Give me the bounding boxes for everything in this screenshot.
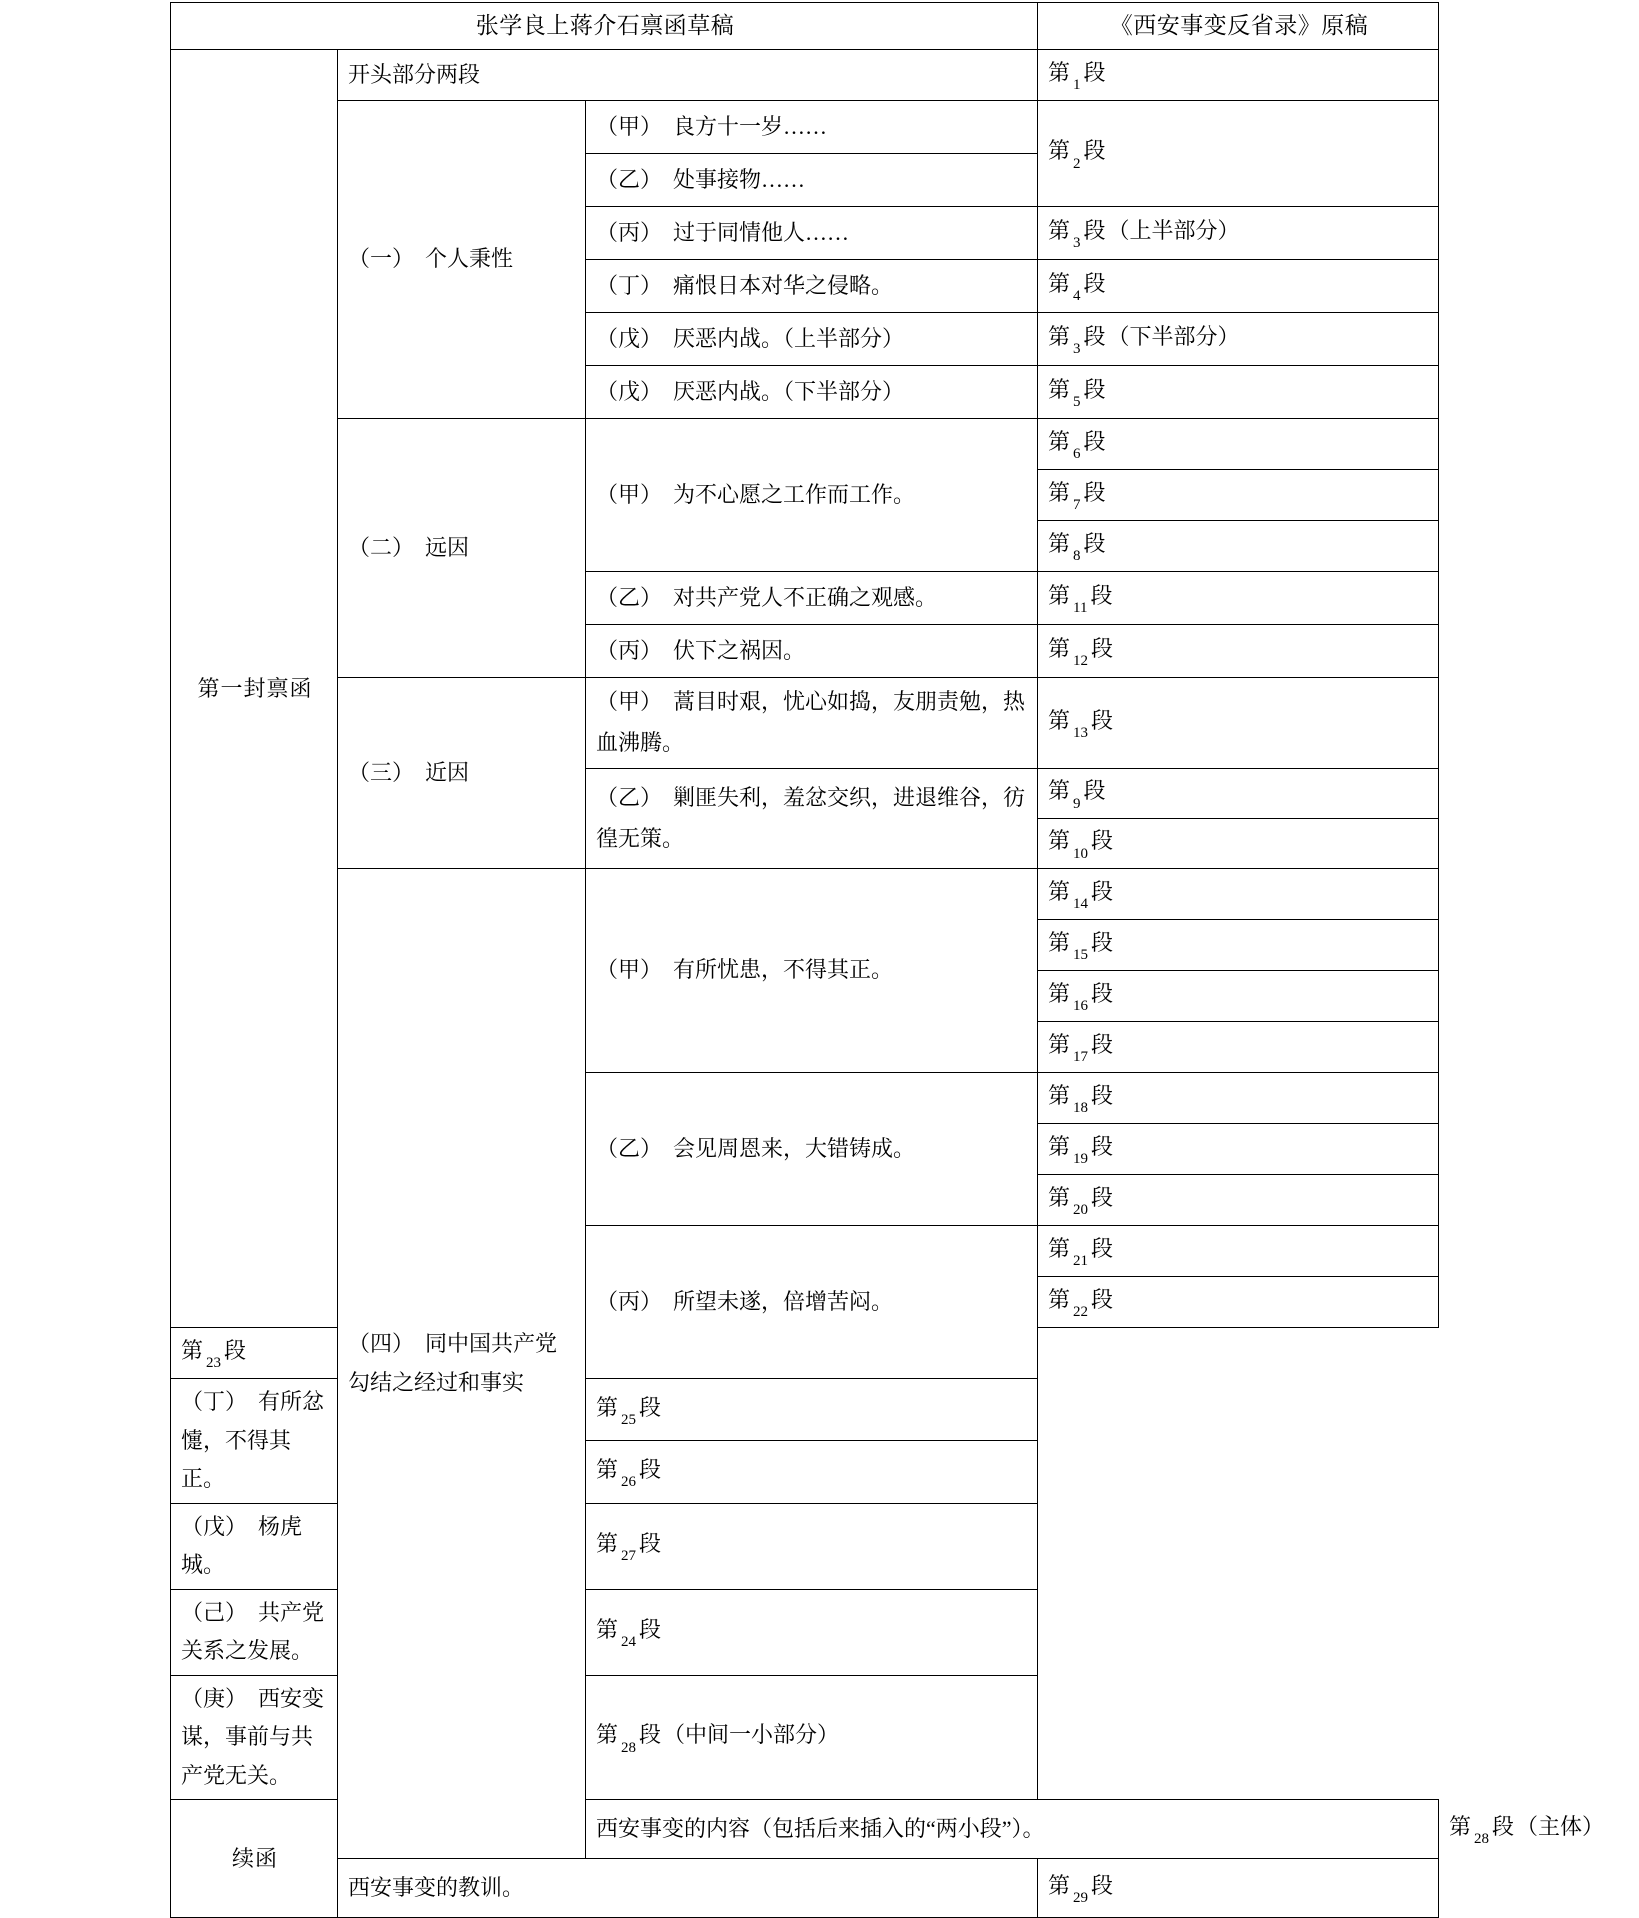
tail-item-1: 西安事变的教训。 [338,1859,1038,1918]
section-1-item-2: （丙） 过于同情他人…… [586,207,1038,260]
paragraph-ref [1038,260,1439,313]
para-prefix: 第 [1048,376,1071,402]
table-row [171,1859,1439,1918]
para-prefix: 第 [1048,323,1071,349]
para-suffix: 段 [639,1616,662,1642]
paragraph-ref [1038,470,1439,521]
category-letter-2: 续函 [171,1800,338,1918]
paragraph-ref [1038,1073,1439,1124]
para-note: （主体） [1516,1813,1605,1839]
para-prefix: 第 [1048,138,1071,164]
paragraph-ref [1038,101,1439,207]
section-4-label: （四） 同中国共产党勾结之经过和事实 [338,869,586,1859]
para-number: 27 [621,1548,637,1565]
paragraph-ref [586,1441,1038,1503]
header-left-title: 张学良上蒋介石禀函草稿 [171,3,1038,50]
para-number: 23 [206,1355,222,1372]
para-suffix: 段 [1083,217,1106,243]
section-3-label: （三） 近因 [338,678,586,869]
paragraph-ref [1038,366,1439,419]
section-1-item-0: （甲） 良方十一岁…… [586,101,1038,154]
table-row [171,869,1439,920]
paragraph-ref [1038,971,1439,1022]
section-2-label: （二） 远因 [338,419,586,678]
para-number: 28 [621,1739,637,1756]
para-number: 25 [621,1411,637,1428]
paragraph-ref [1038,678,1439,769]
paragraph-ref [1038,869,1439,920]
paragraph-ref [1038,313,1439,366]
para-number: 9 [1073,795,1081,812]
section-4-item-3: （丁） 有所忿懥，不得其正。 [171,1379,338,1504]
para-number: 20 [1073,1202,1089,1219]
para-prefix: 第 [596,1722,619,1748]
para-number: 7 [1073,497,1081,514]
para-suffix: 段 [1083,778,1106,804]
paragraph-ref [1038,625,1439,678]
para-prefix: 第 [1048,582,1071,608]
para-prefix: 第 [1048,1031,1071,1057]
para-suffix: 段 [639,1456,662,1482]
para-suffix: 段 [1083,138,1106,164]
table-row [171,101,1439,154]
paragraph-ref [1038,769,1439,819]
para-prefix: 第 [1048,1286,1071,1312]
para-suffix: 段 [1091,1133,1114,1159]
para-prefix: 第 [1048,635,1071,661]
paragraph-ref [1038,419,1439,470]
para-prefix: 第 [1048,707,1071,733]
section-4-item-4: （戊） 杨虎城。 [171,1503,338,1589]
para-prefix: 第 [1048,778,1071,804]
para-prefix: 第 [1048,1082,1071,1108]
section-1-item-3: （丁） 痛恨日本对华之侵略。 [586,260,1038,313]
para-number: 17 [1073,1049,1089,1066]
para-number: 1 [1073,77,1081,94]
para-suffix: 段 [1492,1813,1515,1839]
para-suffix: 段 [1091,635,1114,661]
section-2-item-2: （丙） 伏下之祸因。 [586,625,1038,678]
section-3-item-0: （甲） 蒿目时艰，忧心如捣，友朋责勉，热血沸腾。 [586,678,1038,769]
section-2-item-0: （甲） 为不心愿之工作而工作。 [586,419,1038,572]
para-suffix: 段 [224,1337,247,1363]
para-prefix: 第 [596,1394,619,1420]
para-number: 16 [1073,998,1089,1015]
para-suffix: 段 [1091,929,1114,955]
para-number: 24 [621,1634,637,1651]
section-4-item-6: （庚） 西安变谋，事前与共产党无关。 [171,1675,338,1800]
para-suffix: 段 [1091,1235,1114,1261]
section-4-item-5: （己） 共产党关系之发展。 [171,1589,338,1675]
para-number: 26 [621,1474,637,1491]
para-prefix: 第 [1048,929,1071,955]
section-4-item-2: （丙） 所望未遂，倍增苦闷。 [586,1226,1038,1379]
para-number: 12 [1073,653,1089,670]
section-2-item-1: （乙） 对共产党人不正确之观感。 [586,572,1038,625]
paragraph-ref [1038,920,1439,971]
para-suffix: 段 [1083,479,1106,505]
para-prefix: 第 [1449,1813,1472,1839]
section-1-item-1: （乙） 处事接物…… [586,154,1038,207]
para-number: 15 [1073,947,1089,964]
para-prefix: 第 [596,1616,619,1642]
para-number: 29 [1073,1890,1089,1907]
para-suffix: 段 [1091,1184,1114,1210]
para-prefix: 第 [1048,1133,1071,1159]
table-row [171,678,1439,769]
para-prefix: 第 [596,1530,619,1556]
para-number: 22 [1073,1304,1089,1321]
tail-item-0: 西安事变的内容（包括后来插入的“两小段”）。 [586,1800,1439,1859]
paragraph-ref [586,1675,1038,1800]
para-number: 14 [1073,896,1089,913]
para-suffix: 段 [1091,1286,1114,1312]
paragraph-ref [1038,1277,1439,1328]
para-number: 19 [1073,1151,1089,1168]
para-note: （下半部分） [1107,323,1240,349]
paragraph-ref [1038,207,1439,260]
para-note: （中间一小部分） [663,1722,840,1748]
header-right-title: 《西安事变反省录》原稿 [1038,3,1439,50]
para-suffix: 段 [639,1722,662,1748]
paragraph-ref [1038,521,1439,572]
section-1-item-5: （戊） 厌恶内战。（下半部分） [586,366,1038,419]
category-letter-1: 第一封禀函 [171,50,338,1328]
para-prefix: 第 [1048,479,1071,505]
para-number: 3 [1073,341,1081,358]
paragraph-ref [1038,1175,1439,1226]
section-4-item-0: （甲） 有所忧患，不得其正。 [586,869,1038,1073]
para-suffix: 段 [1091,828,1114,854]
para-prefix: 第 [1048,828,1071,854]
para-number: 4 [1073,288,1081,305]
para-prefix: 第 [1048,1235,1071,1261]
para-suffix: 段 [1091,878,1114,904]
para-prefix: 第 [596,1456,619,1482]
para-prefix: 第 [1048,878,1071,904]
paragraph-ref [1038,572,1439,625]
para-prefix: 第 [1048,1872,1071,1898]
comparison-table [170,2,1605,1918]
para-prefix: 第 [1048,530,1071,556]
para-number: 6 [1073,446,1081,463]
para-suffix: 段 [1091,1082,1114,1108]
paragraph-ref [1038,1124,1439,1175]
section-3-item-1: （乙） 剿匪失利，羞忿交织，进退维谷，彷徨无策。 [586,769,1038,869]
para-suffix: 段 [1083,530,1106,556]
para-number: 2 [1073,155,1081,172]
section-4-item-1: （乙） 会见周恩来，大错铸成。 [586,1073,1038,1226]
para-suffix: 段 [1083,323,1106,349]
section-1-label: （一） 个人秉性 [338,101,586,419]
para-prefix: 第 [1048,1184,1071,1210]
para-prefix: 第 [1048,217,1071,243]
para-prefix: 第 [1048,980,1071,1006]
para-suffix: 段 [1083,59,1106,85]
para-suffix: 段 [1083,428,1106,454]
opening-item: 开头部分两段 [338,50,1038,101]
para-number: 11 [1073,600,1088,617]
paragraph-ref [1038,1859,1439,1918]
para-suffix: 段 [1091,707,1114,733]
table-row [171,50,1439,101]
paragraph-ref [1038,1226,1439,1277]
paragraph-ref [1038,819,1439,869]
para-suffix: 段 [1091,1031,1114,1057]
para-suffix: 段 [639,1394,662,1420]
para-number: 5 [1073,394,1081,411]
para-number: 8 [1073,548,1081,565]
section-1-item-4: （戊） 厌恶内战。（上半部分） [586,313,1038,366]
paragraph-ref [586,1589,1038,1675]
paragraph-ref [171,1328,338,1379]
para-number: 3 [1073,235,1081,252]
para-prefix: 第 [1048,270,1071,296]
para-note: （上半部分） [1107,217,1240,243]
para-number: 10 [1073,845,1089,862]
para-suffix: 段 [1091,980,1114,1006]
para-number: 21 [1073,1253,1089,1270]
para-prefix: 第 [181,1337,204,1363]
para-prefix: 第 [1048,428,1071,454]
paragraph-ref [1038,50,1439,101]
para-suffix: 段 [1083,376,1106,402]
paragraph-ref [586,1503,1038,1589]
table-row [171,419,1439,470]
paragraph-ref [1038,1022,1439,1073]
para-suffix: 段 [1083,270,1106,296]
para-number: 13 [1073,725,1089,742]
paragraph-ref [586,1379,1038,1441]
para-suffix: 段 [1090,582,1113,608]
para-suffix: 段 [639,1530,662,1556]
para-prefix: 第 [1048,59,1071,85]
para-number: 28 [1474,1831,1490,1848]
para-suffix: 段 [1091,1872,1114,1898]
para-number: 18 [1073,1100,1089,1117]
table-header-row [171,3,1439,50]
